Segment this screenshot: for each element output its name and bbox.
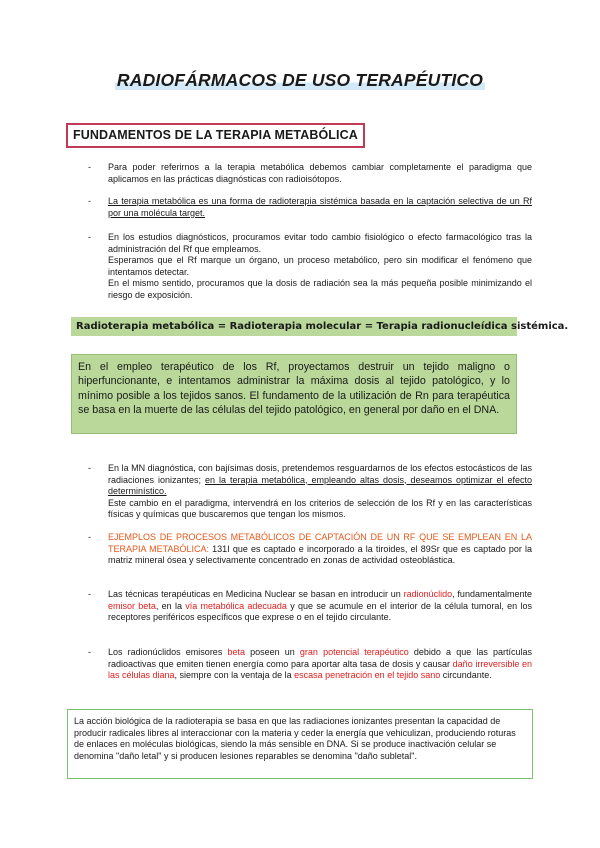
bullet-text: EJEMPLOS DE PROCESOS METABÓLICOS DE CAPTACIÓN DE UN RF QUE SE EMPLEAN EN LA TERAPIA METABÓLICA: 131I que es captado e incorporado a la tiroides, el 89Sr que es captado por la matriz mineral ósea y selectivamente concentrado en zonas de actividad osteoblástica. bbox=[108, 532, 533, 566]
bullet-line: En los estudios diagnósticos, procuramos evitar todo cambio fisiológico o efecto farmacológico tras la administración del Rf que empleamos. bbox=[108, 232, 532, 254]
list-item bbox=[88, 232, 532, 302]
section-heading: FUNDAMENTOS DE LA TERAPIA METABÓLICA bbox=[66, 123, 365, 148]
bullet-text-underlined: La terapia metabólica es una forma de radioterapia sistémica basada en la captación selectiva de un Rf por una molécula target. bbox=[108, 196, 532, 218]
red-text: daño irreversible en las células diana bbox=[108, 658, 532, 681]
list-item bbox=[88, 463, 532, 521]
bullet-dash: - bbox=[88, 162, 91, 172]
list-item bbox=[88, 589, 532, 624]
orange-text: EJEMPLOS DE PROCESOS METABÓLICOS DE CAPTACIÓN DE UN RF QUE SE EMPLEAN EN LA TERAPIA METABÓLICA: bbox=[108, 532, 532, 554]
bullet-dash: - bbox=[88, 196, 91, 206]
bullet-text: En la MN diagnóstica, con bajísimas dosis, pretendemos resguardarnos de los efectos estocásticos de las radiaciones ionizantes; en la terapia metabólica, empleando altas dosis, deseamos optimizar el efecto determinístico. Este cambio en el paradigma, intervendrá en los criterios de selección de los Rf y en las características físicas y químicas que buscaremos que tengan los mismos. bbox=[108, 463, 532, 520]
bullet-text: Para poder referirnos a la terapia metabólica debemos cambiar completamente el paradigma que aplicamos en las prácticas diagnósticas con radioisótopos. bbox=[108, 162, 532, 184]
page-title: RADIOFÁRMACOS DE USO TERAPÉUTICO bbox=[116, 70, 484, 90]
red-text: radionúclido bbox=[403, 589, 453, 599]
bullet-dash: - bbox=[88, 589, 91, 599]
red-text: emisor beta bbox=[108, 600, 156, 611]
summary-box: La acción biológica de la radioterapia se basa en que las radiaciones ionizantes presentan la capacidad de producir radicales libres al interaccionar con la materia y ceder la energía que vehiculizan, produciendo roturas de enlaces en moléculas biológicas, siendo la más sensible en DNA. Si se produce inactivación celular se denomina "daño letal" y si producen lesiones reparables se denomina "daño subletal". bbox=[67, 709, 533, 779]
list-item bbox=[88, 647, 532, 682]
bullet-dash: - bbox=[88, 532, 91, 542]
bullet-text: Los radionúclidos emisores beta poseen un gran potencial terapéutico debido a que las partículas radioactivas que emiten tienen energía como para aportar alta tasa de dosis y causar daño irreversible en las células diana, siempre con la ventaja de la escasa penetración en el tejido sano circundante. bbox=[108, 647, 532, 681]
red-text: vía metabólica adecuada bbox=[185, 600, 287, 611]
bullet-text: Las técnicas terapéuticas en Medicina Nuclear se basan en introducir un radionúclido, fundamentalmente emisor beta, en la vía metabólica adecuada y que se acumule en el interior de la célula tumoral, en los receptores periféricos específicos que exprese o en el tejido circulante. bbox=[108, 589, 532, 623]
red-text: beta bbox=[227, 647, 245, 657]
red-text: escasa penetración en el tejido sano bbox=[294, 670, 441, 681]
bullet-dash: - bbox=[88, 232, 91, 242]
list-item bbox=[88, 162, 532, 185]
list-item bbox=[88, 532, 532, 567]
red-text: gran potencial terapéutico bbox=[299, 647, 409, 657]
underlined-text: en la terapia metabólica, empleando altas dosis, deseamos optimizar el efecto determinístico. bbox=[108, 474, 532, 497]
bullet-dash: - bbox=[88, 463, 91, 473]
bullet-line: Esperamos que el Rf marque un órgano, un proceso metabólico, pero sin modificar el fenómeno que intentamos detectar. bbox=[108, 255, 532, 277]
highlight-box: En el empleo terapéutico de los Rf, proyectamos destruir un tejido maligno o hiperfuncionante, e intentamos administrar la máxima dosis al tejido patológico, y lo mínimo posible a los tejidos sanos. El fundamento de la utilización de Rn para terapéutica se basa en la muerte de las células del tejido patológico, en general por daño en el DNA. bbox=[71, 354, 517, 434]
list-item bbox=[88, 196, 532, 219]
bullet-text bbox=[108, 232, 532, 302]
definition-bar: Radioterapia metabólica = Radioterapia molecular = Terapia radionucleídica sistémica. bbox=[71, 317, 517, 336]
bullet-line: En el mismo sentido, procuramos que la dosis de radiación sea la más pequeña posible minimizando el riesgo de exposición. bbox=[108, 278, 532, 300]
bullet-dash: - bbox=[88, 647, 91, 657]
